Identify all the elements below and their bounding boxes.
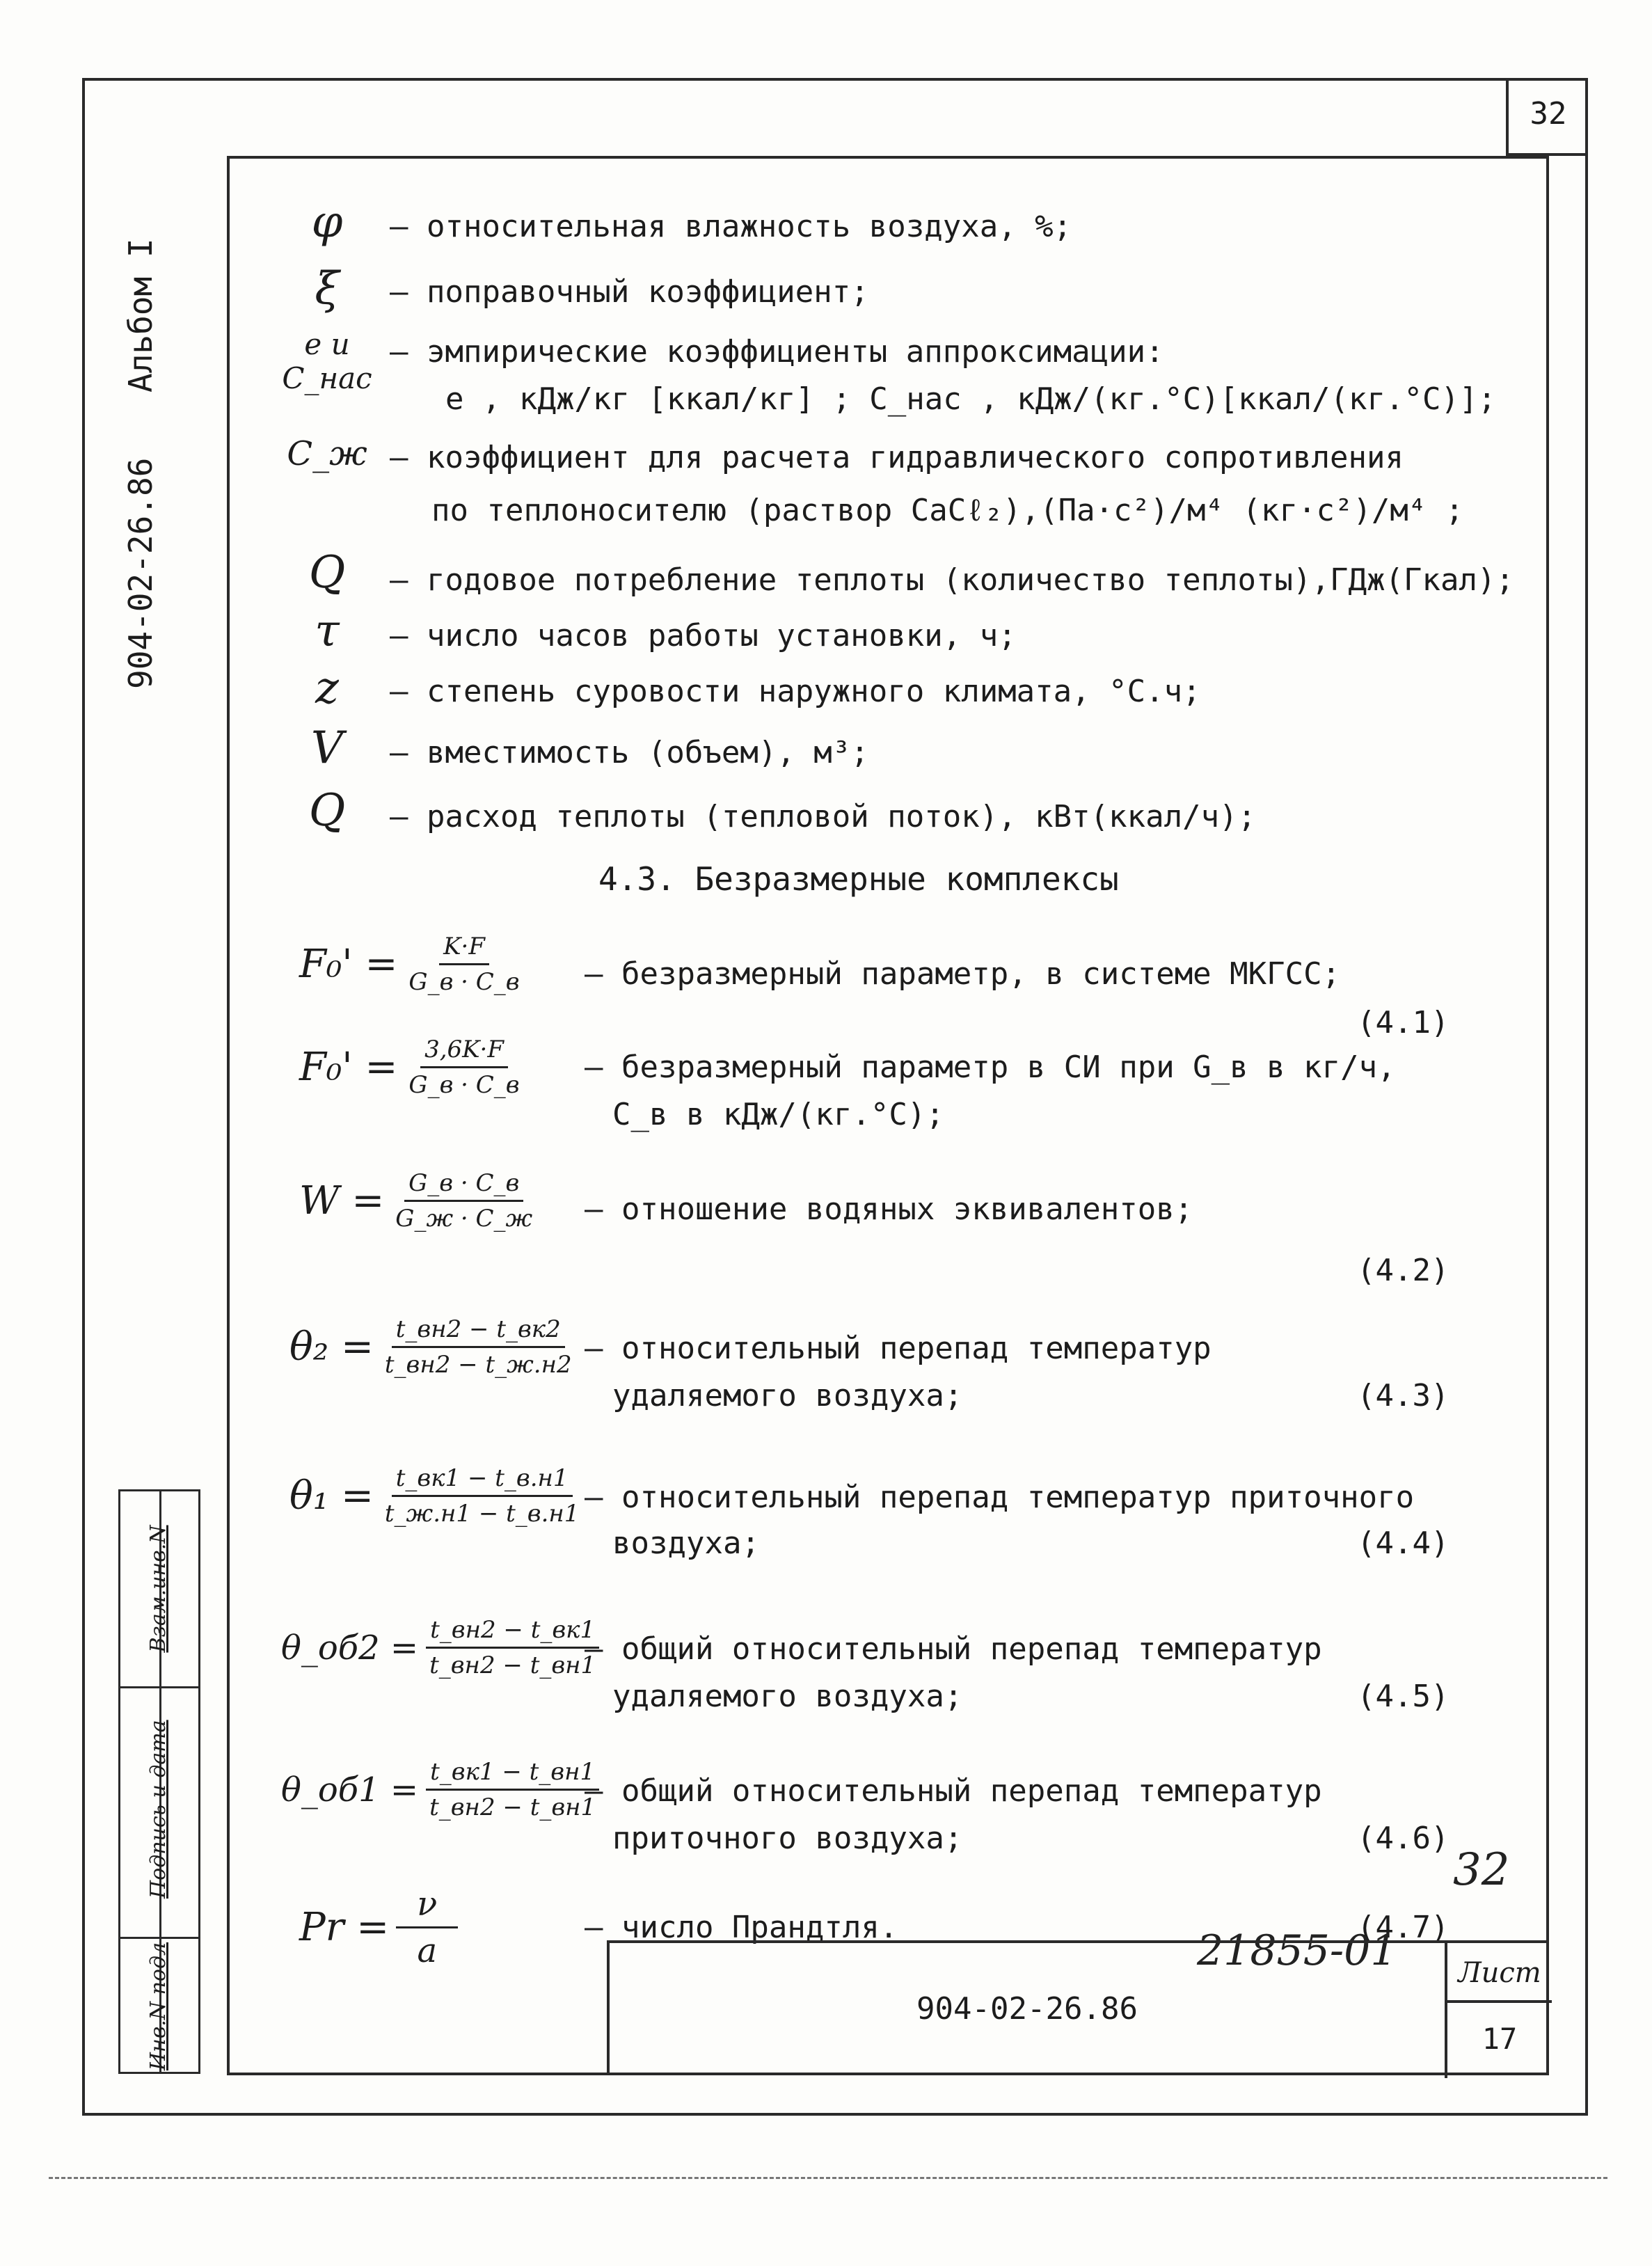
- formula-denominator: t_ж.н1 − t_в.н1: [384, 1500, 580, 1528]
- formula-numerator: t_вн2 − t_вк2: [392, 1315, 565, 1348]
- formula-theta-ob1: [281, 1758, 600, 1821]
- formula-lhs: θ_об1 =: [281, 1770, 419, 1809]
- complex-fo-si-text: – безразмерный параметр в СИ при G_в в кг/ч,: [585, 1049, 1396, 1085]
- complex-theta1-text2: воздуха;: [612, 1526, 760, 1561]
- notation-czh-units: по теплоносителю (раствор CaCℓ₂),(Па·с²)/м⁴ (кг·с²)/м⁴ ;: [431, 493, 1464, 528]
- symbol-e-cnas: e и C_нас: [282, 327, 372, 395]
- symbol-z: z: [315, 663, 339, 714]
- notation-q-flow-text: – расход теплоты (тепловой поток), кВт(ккал/ч);: [390, 799, 1257, 834]
- formula-lhs: θ₁ =: [289, 1473, 374, 1519]
- complex-fo-si-units: C_в в кДж/(кг.°С);: [612, 1097, 944, 1132]
- symbol-v: V: [310, 722, 344, 774]
- formula-numerator: t_вн2 − t_вк1: [426, 1616, 599, 1649]
- equation-number-4-4: (4.4): [1357, 1526, 1450, 1561]
- equation-number-4-6: (4.6): [1357, 1821, 1450, 1856]
- cut-line: [49, 2177, 1607, 2179]
- symbol-tau: τ: [315, 605, 340, 657]
- complex-w-text: – отношение водяных эквивалентов;: [585, 1191, 1193, 1227]
- formula-lhs: F₀' =: [299, 1045, 398, 1090]
- formula-lhs: F₀' =: [299, 942, 398, 987]
- page-number-box: [1506, 78, 1588, 156]
- page-number: 32: [1530, 96, 1567, 132]
- section-title: 4.3. Безразмерные комплексы: [598, 860, 1119, 898]
- sheet-cell: [1445, 1943, 1552, 2078]
- formula-denominator: t_вн2 − t_ж.н2: [384, 1351, 572, 1379]
- symbol-q-annual: Q: [308, 547, 346, 599]
- formula-denominator: G_ж · C_ж: [395, 1205, 533, 1233]
- sheet-number: 17: [1482, 2022, 1518, 2056]
- formula-denominator: t_вн2 − t_вн1: [429, 1793, 596, 1821]
- formula-numerator: ν: [396, 1885, 458, 1928]
- stamp-cell-inventory: Инв.N подл: [146, 1942, 170, 2071]
- equation-number-4-3: (4.3): [1357, 1378, 1450, 1413]
- complex-theta-ob2-text2: удаляемого воздуха;: [612, 1679, 963, 1714]
- equation-number-4-1: (4.1): [1357, 1005, 1450, 1040]
- notation-z-text: – степень суровости наружного климата, °С.ч;: [390, 674, 1201, 709]
- stamp-cell-signature: Подпись и дата: [146, 1720, 170, 1899]
- formula-denominator: G_в · C_в: [408, 968, 520, 996]
- symbol-xi: ξ: [315, 263, 340, 315]
- formula-fo-si: [299, 1036, 524, 1099]
- formula-numerator: G_в · C_в: [404, 1169, 523, 1202]
- notation-phi-text: – относительная влажность воздуха, %;: [390, 209, 1072, 244]
- formula-w: [299, 1169, 537, 1233]
- formula-fo-mkgss: [299, 933, 524, 996]
- notation-xi-text: – поправочный коэффициент;: [390, 274, 869, 310]
- complex-theta2-text2: удаляемого воздуха;: [612, 1378, 963, 1413]
- formula-denominator: G_в · C_в: [408, 1071, 520, 1099]
- equation-number-4-2: (4.2): [1357, 1253, 1450, 1288]
- complex-theta2-text: – относительный перепад температур: [585, 1331, 1212, 1366]
- complex-theta1-text: – относительный перепад температур приточного: [585, 1480, 1415, 1515]
- symbol-q-flow: Q: [308, 785, 346, 837]
- equation-number-4-5: (4.5): [1357, 1679, 1450, 1714]
- handwritten-document-number: 21855-01: [1197, 1926, 1397, 1975]
- symbol-phi: φ: [311, 196, 343, 248]
- side-document-code: 904-02-26.86: [122, 457, 159, 689]
- formula-theta1: [289, 1464, 583, 1528]
- formula-lhs: θ_об2 =: [281, 1628, 419, 1667]
- approval-stamp: [118, 1489, 200, 2074]
- notation-q-annual-text: – годовое потребление теплоты (количество теплоты),ГДж(Гкал);: [390, 562, 1514, 598]
- stamp-cell-replacement: Взам.инв.N: [146, 1525, 170, 1653]
- notation-czh-text: – коэффициент для расчета гидравлического сопротивления: [390, 440, 1404, 475]
- symbol-czh: C_ж: [287, 434, 367, 473]
- formula-numerator: t_вк1 − t_вн1: [426, 1758, 599, 1791]
- notation-e-cnas-units: e , кДж/кг [ккал/кг] ; C_нас , кДж/(кг.°С)[ккал/(кг.°С)];: [445, 381, 1496, 417]
- formula-denominator: t_вн2 − t_вн1: [429, 1651, 596, 1679]
- equation-number-4-7: (4.7): [1357, 1910, 1450, 1945]
- formula-numerator: K·F: [439, 933, 489, 965]
- formula-prandtl: [299, 1885, 458, 1970]
- formula-denominator: a: [417, 1931, 438, 1970]
- title-block: [607, 1940, 1549, 2075]
- notation-e-cnas-text: – эмпирические коэффициенты аппроксимации:: [390, 334, 1164, 370]
- sheet-label: Лист: [1447, 1943, 1552, 2003]
- album-label: Альбом I: [122, 238, 159, 393]
- notation-tau-text: – число часов работы установки, ч;: [390, 618, 1017, 653]
- complex-theta-ob1-text: – общий относительный перепад температур: [585, 1773, 1322, 1809]
- formula-lhs: Pr =: [299, 1905, 390, 1950]
- complex-prandtl-text: – число Прандтля.: [585, 1910, 898, 1945]
- notation-v-text: – вместимость (объем), м³;: [390, 735, 869, 770]
- handwritten-page-number: 32: [1453, 1844, 1510, 1896]
- formula-numerator: t_вк1 − t_в.н1: [392, 1464, 573, 1497]
- complex-theta-ob1-text2: приточного воздуха;: [612, 1821, 963, 1856]
- title-block-code: 904-02-26.86: [916, 1991, 1138, 2027]
- formula-theta-ob2: [281, 1616, 600, 1679]
- complex-theta-ob2-text: – общий относительный перепад температур: [585, 1631, 1322, 1667]
- formula-numerator: 3,6K·F: [420, 1036, 508, 1068]
- formula-lhs: θ₂ =: [289, 1324, 374, 1370]
- formula-theta2: [289, 1315, 576, 1379]
- formula-lhs: W =: [299, 1178, 385, 1223]
- complex-fo-mkgss-text: – безразмерный параметр, в системе МКГСС;: [585, 956, 1341, 992]
